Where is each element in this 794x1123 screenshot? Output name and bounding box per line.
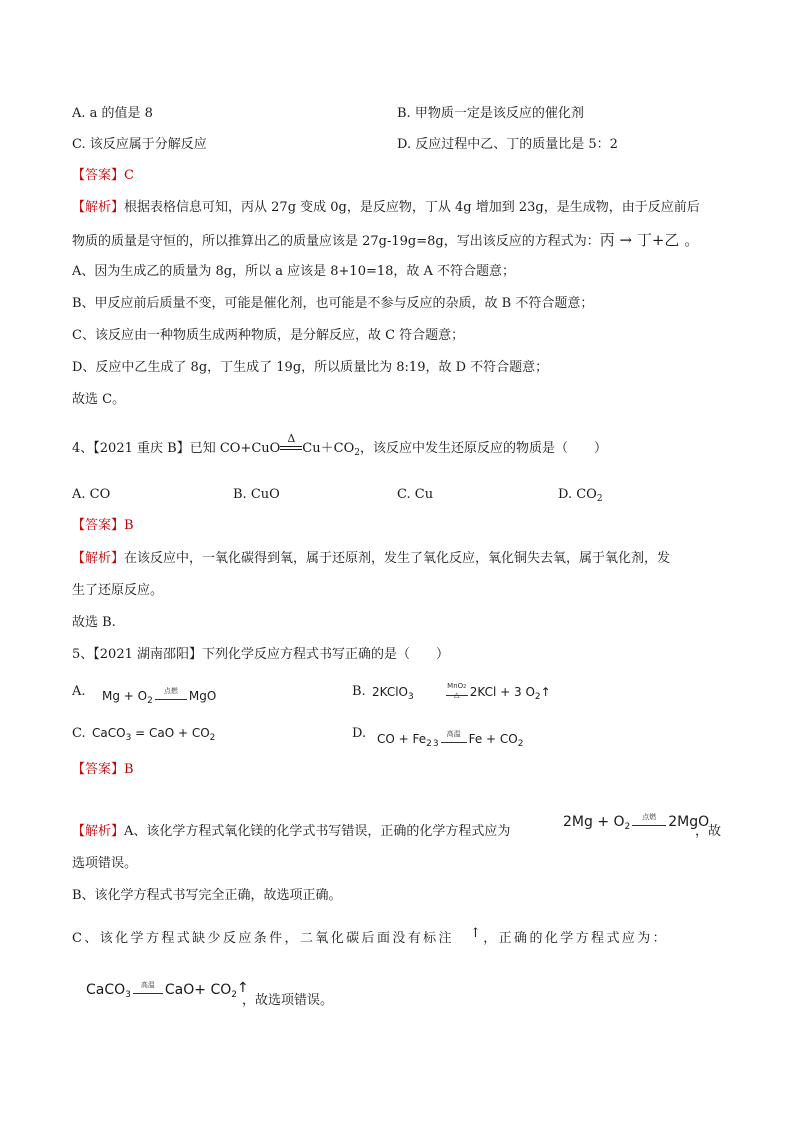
q4-analysis-line-2: 生了还原反应。 bbox=[72, 583, 164, 598]
up-arrow-icon: ↑ bbox=[469, 926, 484, 941]
q5-analysis-a-tail: ，故 bbox=[695, 824, 722, 839]
q5-analysis-a: 【解析】A、该化学方程式氧化镁的化学式书写错误，正确的化学方程式应为 bbox=[72, 824, 511, 839]
q5-analysis-a-line-2: 选项错误。 bbox=[72, 856, 138, 871]
q4-answer-line: 【答案】B bbox=[72, 518, 134, 533]
q4-option-d: D. $CO_2$ bbox=[558, 487, 603, 504]
q3-explain-a: A、因为生成乙的质量为 8g，所以 a 应该是 8+10=18，故 A 不符合题意； bbox=[72, 264, 516, 279]
q3-option-c: C. 该反应属于分解反应 bbox=[72, 137, 207, 152]
q3-option-b: B. 甲物质一定是该反应的催化剂 bbox=[397, 106, 584, 121]
up-arrow-icon: ↑ bbox=[236, 980, 249, 996]
q5-source: 【2021 湖南邵阳】 bbox=[93, 647, 202, 662]
q4-analysis-line-1: 【解析】在该反应中，一氧化碳得到氧，属于还原剂，发生了氧化反应，氧化铜失去氧，属于氧化剂，发 bbox=[72, 551, 671, 566]
q5-analysis-c-tail: ，故选项错误。 bbox=[242, 993, 334, 1008]
q5-option-a-equation: $Mg + O_2$ 点燃 MgO bbox=[102, 687, 217, 706]
q4-source: 【2021 重庆 B】 bbox=[93, 441, 190, 456]
q3-explain-b: B、甲反应前后质量不变，可能是催化剂，也可能是不参与反应的杂质，故 B 不符合题意； bbox=[72, 296, 594, 311]
q5-option-d-label: D. bbox=[352, 726, 367, 741]
q4-option-c: C. Cu bbox=[397, 487, 434, 502]
q5-option-a-label: A. bbox=[72, 684, 86, 699]
q5-option-d-equation: CO + $Fe_{23}$ 高温 $Fe + CO_2$ bbox=[377, 730, 524, 749]
q5-option-b-equation: 2KClO$_3$ MnO2 △ 2KCl + 3 $O_2↑$ bbox=[372, 682, 551, 702]
q3-choose: 故选 C。 bbox=[72, 392, 126, 407]
q5-option-c-label: C. bbox=[72, 726, 86, 741]
reaction-condition: 点燃 bbox=[632, 819, 666, 826]
q4-option-a: A. CO bbox=[72, 487, 111, 502]
reaction-condition: 点燃 bbox=[155, 693, 187, 700]
q5-analysis-a-equation: $2Mg + O_2$ 点燃 2MgO bbox=[563, 813, 710, 832]
q3-explain-c: C、该反应由一种物质生成两种物质，是分解反应，故 C 符合题意； bbox=[72, 328, 465, 343]
q5-analysis-c-equation: CaCO$_3$ 高温 $CaO+ CO_2↑$ bbox=[86, 980, 249, 1000]
q5-option-b-label: B. bbox=[352, 684, 366, 699]
reaction-condition: 高温 bbox=[133, 987, 163, 994]
q5-stem: 5、【2021 湖南邵阳】下列化学反应方程式书写正确的是（ ） bbox=[72, 647, 450, 662]
q3-analysis-line-2: 物质的质量是守恒的，所以推算出乙的质量应该是 27g-19g=8g，写出该反应的方程式为：丙 → 丁+乙 。 bbox=[72, 231, 700, 249]
q3-analysis-line-1: 【解析】根据表格信息可知，丙从 27g 变成 0g，是反应物，丁从 4g 增加到 23g，是生成物，由于反应前后 bbox=[72, 200, 700, 215]
q3-equation: 丙 → 丁+乙 。 bbox=[599, 231, 700, 249]
q5-analysis-c: C、该化学方程式缺少反应条件，二氧化碳后面没有标注 ↑，正确的化学方程式应为： bbox=[72, 926, 669, 946]
answer-tag: 【答案】 bbox=[72, 168, 125, 183]
q5-answer-line: 【答案】B bbox=[72, 762, 134, 777]
q3-option-a: A. a 的值是 8 bbox=[72, 106, 153, 121]
q3-explain-d: D、反应中乙生成了 8g，丁生成了 19g，所以质量比为 8:19，故 D 不符合题意； bbox=[72, 360, 549, 375]
q3-answer: C bbox=[124, 168, 134, 183]
q4-option-b: B. CuO bbox=[233, 487, 280, 502]
q3-answer-line bbox=[72, 168, 134, 184]
heat-condition: Δ bbox=[280, 440, 302, 454]
q5-analysis-b: B、该化学方程式书写完全正确，故选项正确。 bbox=[72, 888, 342, 903]
analysis-tag: 【解析】 bbox=[72, 200, 125, 215]
q4-answer: B bbox=[124, 518, 134, 533]
reaction-condition: MnO2 △ bbox=[447, 682, 467, 699]
q3-option-d: D. 反应过程中乙、丁的质量比是 5：2 bbox=[397, 137, 618, 152]
reaction-condition: 高温 bbox=[441, 736, 467, 743]
q5-answer: B bbox=[124, 762, 134, 777]
q5-option-c-equation: CaCO$_3$ = CaO + $CO_2$ bbox=[92, 726, 216, 743]
q4-choose: 故选 B. bbox=[72, 615, 116, 630]
q4-stem: 4、【2021 重庆 B】已知 CO+CuO Δ $Cu+CO_2$，该反应中发生还原反应的物质是（ ） bbox=[72, 432, 607, 458]
